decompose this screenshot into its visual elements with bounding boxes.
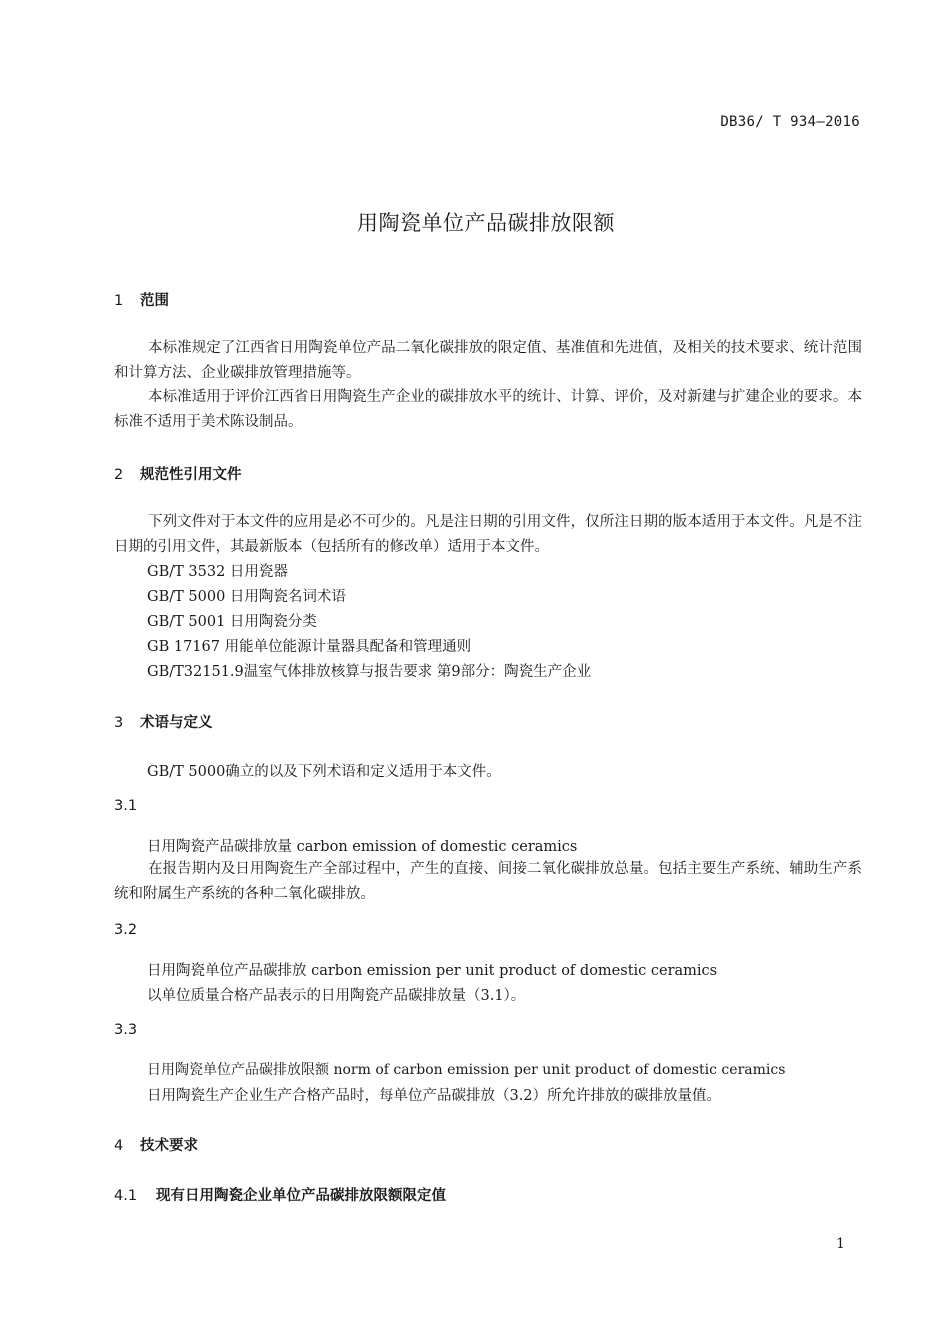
reference-item: GB/T 5000 日用陶瓷名词术语 bbox=[147, 589, 346, 605]
reference-item: GB 17167 用能单位能源计量器具配备和管理通则 bbox=[147, 639, 472, 655]
page-number: 1 bbox=[836, 1236, 845, 1252]
section-title: 术语与定义 bbox=[140, 715, 213, 731]
term-3-1-number: 3.1 bbox=[114, 798, 138, 814]
term-3-2-number: 3.2 bbox=[114, 922, 138, 938]
section-3-heading bbox=[114, 711, 213, 732]
section-title: 范围 bbox=[140, 293, 169, 309]
section-number: 1 bbox=[114, 293, 124, 309]
section-title: 规范性引用文件 bbox=[140, 467, 242, 483]
term-3-3-number: 3.3 bbox=[114, 1022, 138, 1038]
reference-item: GB/T 3532 日用瓷器 bbox=[147, 564, 288, 580]
document-code: DB36/ T 934—2016 bbox=[720, 114, 860, 130]
section-1-heading bbox=[114, 289, 169, 310]
section-number: 2 bbox=[114, 467, 124, 483]
section-number: 4 bbox=[114, 1138, 124, 1154]
term-3-2-definition: 以单位质量合格产品表示的日用陶瓷产品碳排放量（3.1）。 bbox=[147, 988, 526, 1004]
term-3-2-title: 日用陶瓷单位产品碳排放 carbon emission per unit product of domestic ceramics bbox=[147, 963, 718, 979]
term-3-3-title: 日用陶瓷单位产品碳排放限额 norm of carbon emission per unit product of domestic ceramics bbox=[147, 1062, 786, 1078]
section-2-paragraph-1: 下列文件对于本文件的应用是必不可少的。凡是注日期的引用文件，仅所注日期的版本适用于本文件。凡是不注日期的引用文件，其最新版本（包括所有的修改单）适用于本文件。 bbox=[114, 514, 862, 555]
term-3-1-title: 日用陶瓷产品碳排放量 carbon emission of domestic ceramics bbox=[147, 839, 578, 855]
section-4-heading bbox=[114, 1134, 198, 1155]
section-1-paragraph-1: 本标准规定了江西省日用陶瓷单位产品二氧化碳排放的限定值、基准值和先进值，及相关的技术要求、统计范围和计算方法、企业碳排放管理措施等。 bbox=[114, 340, 862, 381]
section-title: 技术要求 bbox=[140, 1138, 198, 1154]
reference-item: GB/T 5001 日用陶瓷分类 bbox=[147, 614, 317, 630]
subsection-number: 4.1 bbox=[114, 1188, 138, 1204]
reference-item: GB/T32151.9温室气体排放核算与报告要求 第9部分：陶瓷生产企业 bbox=[147, 664, 592, 680]
subsection-4-1-heading bbox=[114, 1184, 446, 1205]
section-number: 3 bbox=[114, 715, 124, 731]
document-title: 用陶瓷单位产品碳排放限额 bbox=[357, 211, 615, 235]
section-2-heading bbox=[114, 463, 242, 484]
subsection-title: 现有日用陶瓷企业单位产品碳排放限额限定值 bbox=[156, 1188, 446, 1204]
term-3-3-definition: 日用陶瓷生产企业生产合格产品时，每单位产品碳排放（3.2）所允许排放的碳排放量值。 bbox=[147, 1088, 722, 1104]
term-3-1-definition: 在报告期内及日用陶瓷生产全部过程中，产生的直接、间接二氧化碳排放总量。包括主要生产系统、辅助生产系统和附属生产系统的各种二氧化碳排放。 bbox=[114, 861, 862, 902]
section-1-paragraph-2: 本标准适用于评价江西省日用陶瓷生产企业的碳排放水平的统计、计算、评价，及对新建与扩建企业的要求。本标准不适用于美术陈设制品。 bbox=[114, 389, 862, 430]
section-3-intro: GB/T 5000确立的以及下列术语和定义适用于本文件。 bbox=[147, 764, 501, 780]
